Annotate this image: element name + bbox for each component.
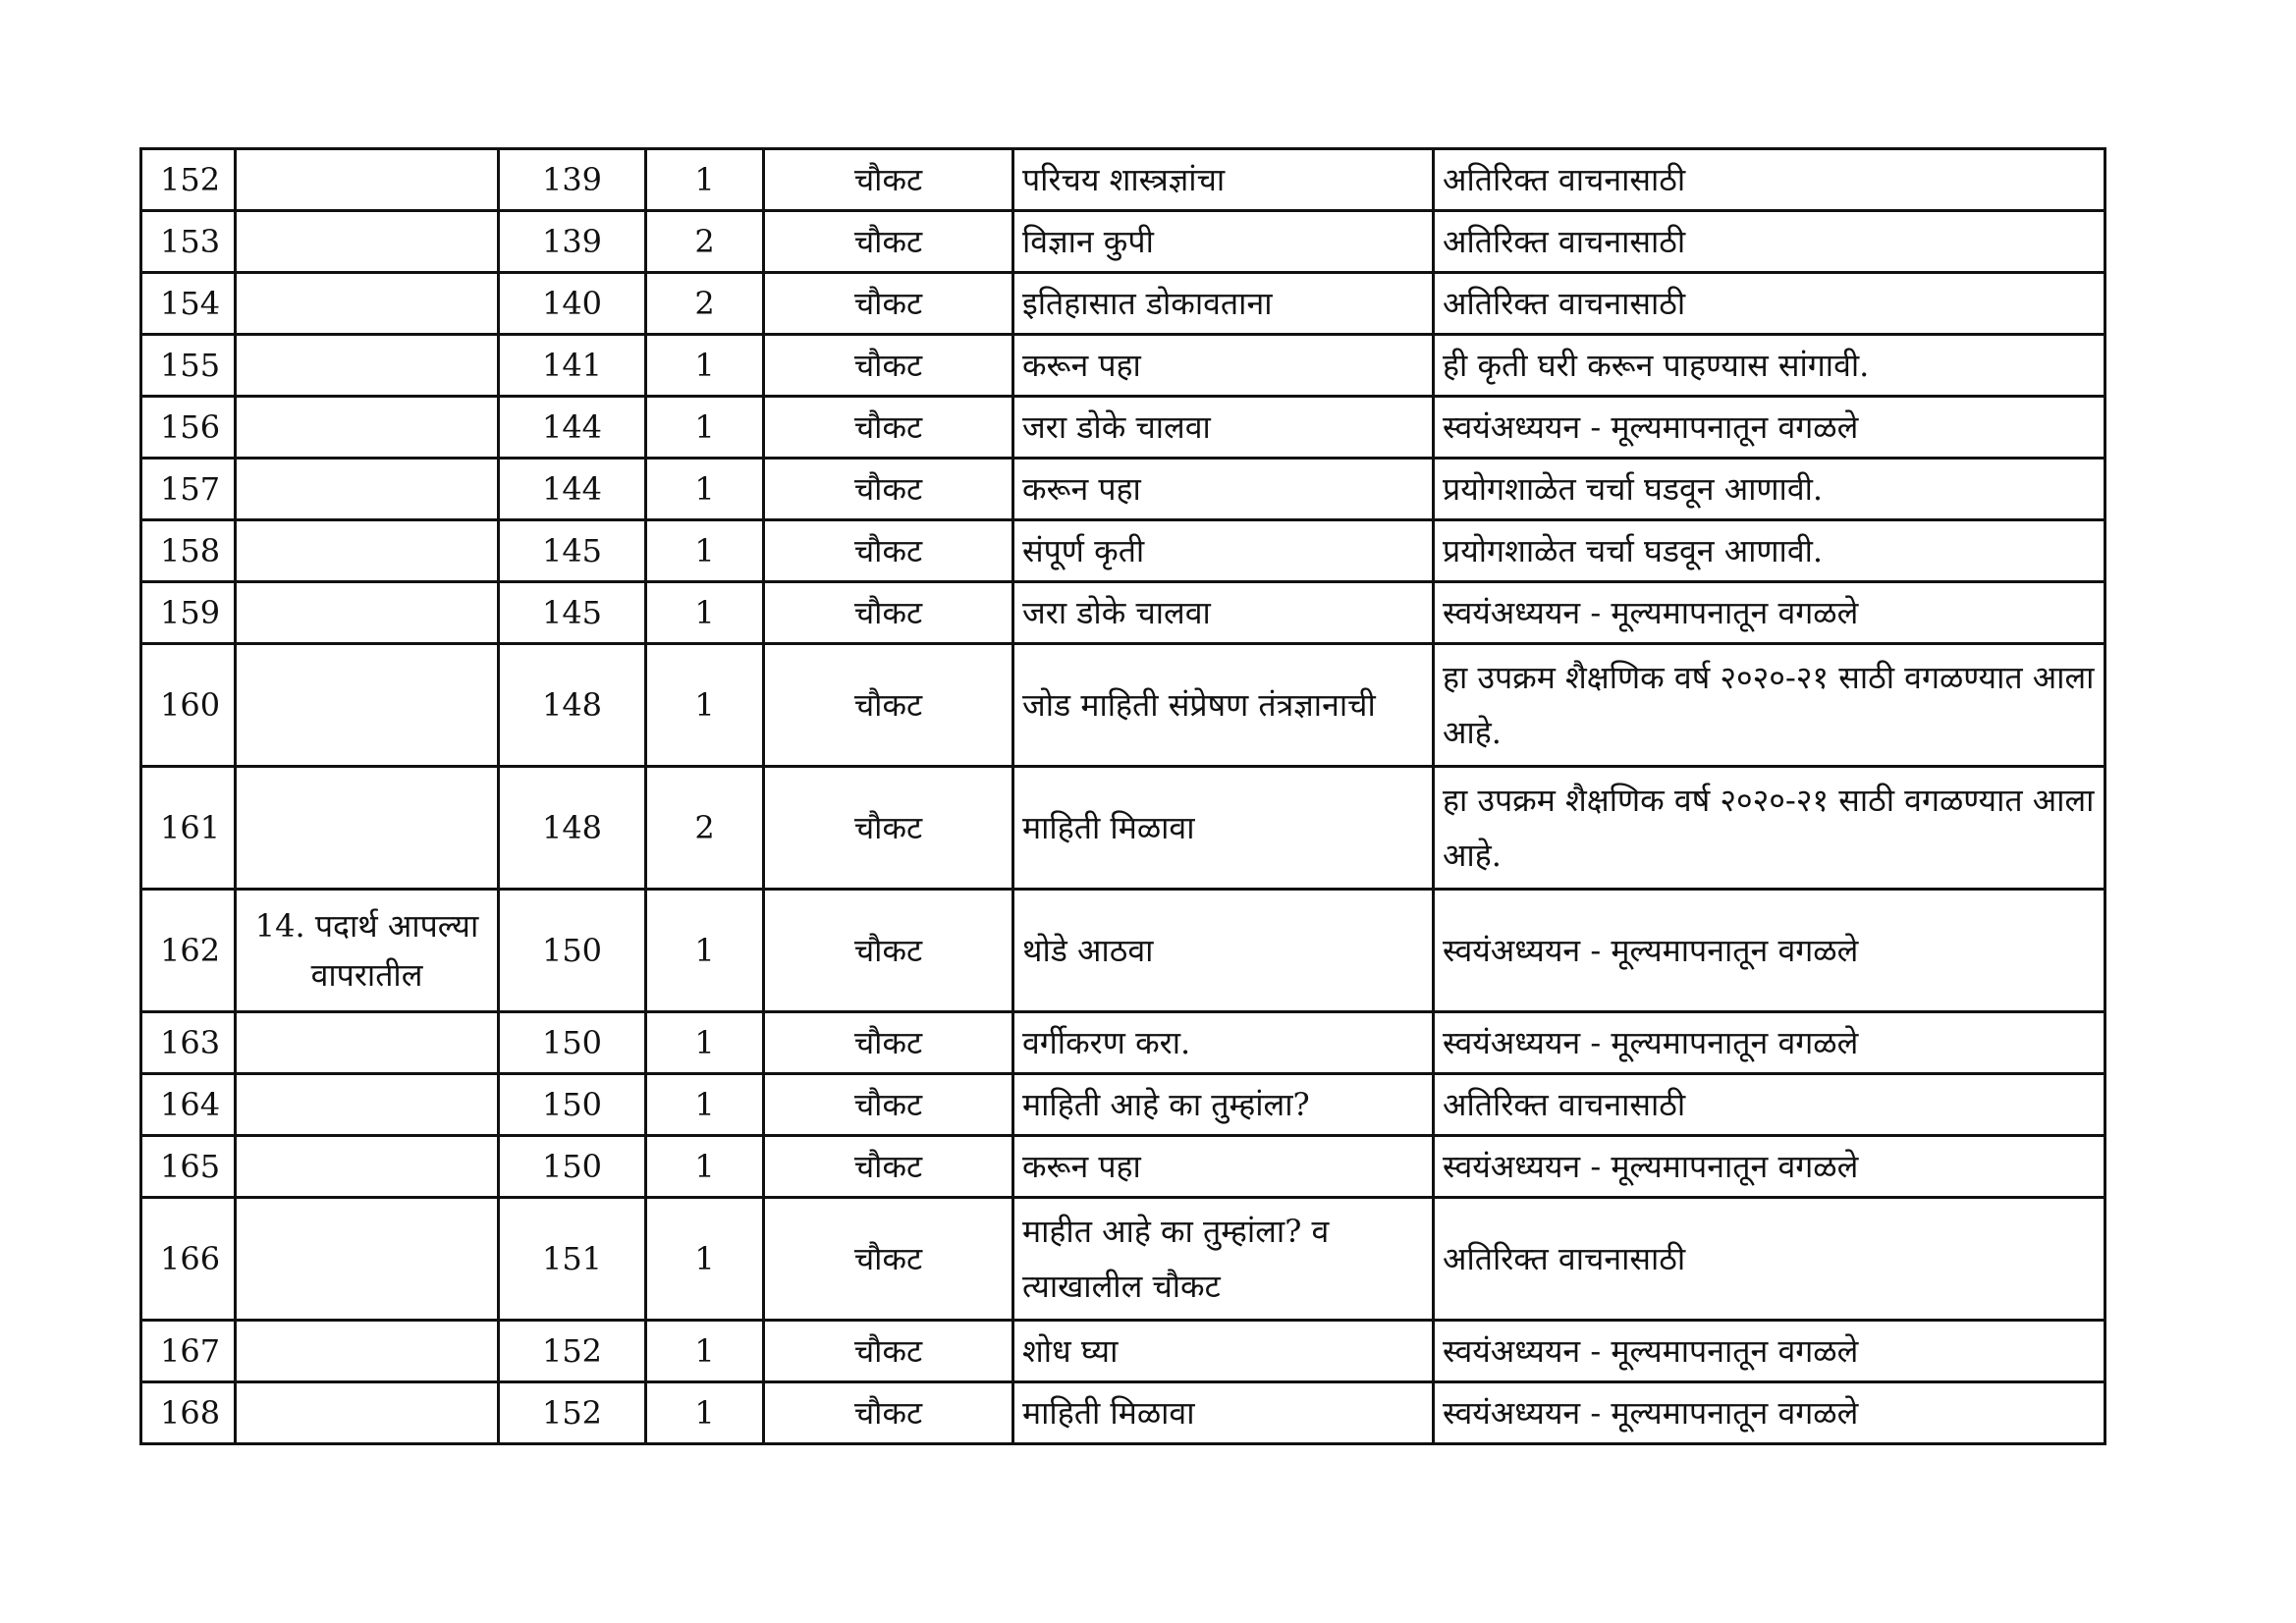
title-cell: इतिहासात डोकावताना xyxy=(1013,273,1434,335)
title-cell: करून पहा xyxy=(1013,1136,1434,1198)
chapter-cell xyxy=(236,459,499,520)
type-cell: चौकट xyxy=(764,459,1013,520)
type-cell: चौकट xyxy=(764,397,1013,459)
count-cell: 1 xyxy=(646,1074,764,1136)
chapter-cell xyxy=(236,767,499,890)
title-cell: जरा डोके चालवा xyxy=(1013,397,1434,459)
title-cell: वर्गीकरण करा. xyxy=(1013,1012,1434,1074)
serial-cell: 168 xyxy=(141,1382,236,1444)
chapter-cell xyxy=(236,1074,499,1136)
chapter-cell xyxy=(236,273,499,335)
remark-cell: प्रयोगशाळेत चर्चा घडवून आणावी. xyxy=(1434,459,2105,520)
page-cell: 145 xyxy=(499,520,646,582)
title-cell: जोड माहिती संप्रेषण तंत्रज्ञानाची xyxy=(1013,644,1434,767)
type-cell: चौकट xyxy=(764,644,1013,767)
page-cell: 150 xyxy=(499,1074,646,1136)
serial-cell: 161 xyxy=(141,767,236,890)
count-cell: 1 xyxy=(646,149,764,211)
page-cell: 140 xyxy=(499,273,646,335)
title-cell: माहिती आहे का तुम्हांला? xyxy=(1013,1074,1434,1136)
serial-cell: 153 xyxy=(141,211,236,273)
page-cell: 141 xyxy=(499,335,646,397)
type-cell: चौकट xyxy=(764,1382,1013,1444)
page-cell: 139 xyxy=(499,211,646,273)
page-cell: 148 xyxy=(499,644,646,767)
table-row xyxy=(141,273,2105,335)
chapter-cell xyxy=(236,1136,499,1198)
type-cell: चौकट xyxy=(764,211,1013,273)
title-cell: माहीत आहे का तुम्हांला? व त्याखालील चौकट xyxy=(1013,1198,1434,1321)
table-row xyxy=(141,644,2105,767)
count-cell: 1 xyxy=(646,890,764,1012)
table-row xyxy=(141,1382,2105,1444)
chapter-cell xyxy=(236,335,499,397)
type-cell: चौकट xyxy=(764,767,1013,890)
title-cell: जरा डोके चालवा xyxy=(1013,582,1434,644)
table-row xyxy=(141,767,2105,890)
table-row xyxy=(141,1012,2105,1074)
chapter-cell xyxy=(236,582,499,644)
table-row xyxy=(141,1198,2105,1321)
chapter-cell: 14. पदार्थ आपल्या वापरातील xyxy=(236,890,499,1012)
table-row xyxy=(141,335,2105,397)
remark-cell: स्वयंअध्ययन - मूल्यमापनातून वगळले xyxy=(1434,582,2105,644)
table-row xyxy=(141,149,2105,211)
serial-cell: 156 xyxy=(141,397,236,459)
count-cell: 2 xyxy=(646,767,764,890)
chapter-cell xyxy=(236,1012,499,1074)
page-cell: 150 xyxy=(499,1136,646,1198)
title-cell: विज्ञान कुपी xyxy=(1013,211,1434,273)
remark-cell: स्वयंअध्ययन - मूल्यमापनातून वगळले xyxy=(1434,1136,2105,1198)
title-cell: परिचय शास्त्रज्ञांचा xyxy=(1013,149,1434,211)
title-cell: करून पहा xyxy=(1013,459,1434,520)
chapter-cell xyxy=(236,1321,499,1382)
table-row xyxy=(141,1136,2105,1198)
page-cell: 150 xyxy=(499,890,646,1012)
chapter-cell xyxy=(236,1382,499,1444)
chapter-cell xyxy=(236,397,499,459)
table-body xyxy=(141,149,2105,1444)
remark-cell: प्रयोगशाळेत चर्चा घडवून आणावी. xyxy=(1434,520,2105,582)
serial-cell: 163 xyxy=(141,1012,236,1074)
count-cell: 1 xyxy=(646,1136,764,1198)
count-cell: 1 xyxy=(646,1382,764,1444)
type-cell: चौकट xyxy=(764,1074,1013,1136)
type-cell: चौकट xyxy=(764,520,1013,582)
remark-cell: अतिरिक्त वाचनासाठी xyxy=(1434,1198,2105,1321)
page-cell: 151 xyxy=(499,1198,646,1321)
type-cell: चौकट xyxy=(764,1012,1013,1074)
remark-cell: स्वयंअध्ययन - मूल्यमापनातून वगळले xyxy=(1434,1012,2105,1074)
table-row xyxy=(141,397,2105,459)
remark-cell: हा उपक्रम शैक्षणिक वर्ष २०२०-२१ साठी वगळण्यात आला आहे. xyxy=(1434,767,2105,890)
table-row xyxy=(141,582,2105,644)
title-cell: करून पहा xyxy=(1013,335,1434,397)
syllabus-reduction-table xyxy=(139,147,2106,1445)
page-cell: 148 xyxy=(499,767,646,890)
count-cell: 1 xyxy=(646,644,764,767)
table-row xyxy=(141,211,2105,273)
serial-cell: 158 xyxy=(141,520,236,582)
remark-cell: स्वयंअध्ययन - मूल्यमापनातून वगळले xyxy=(1434,397,2105,459)
page-cell: 139 xyxy=(499,149,646,211)
type-cell: चौकट xyxy=(764,1136,1013,1198)
title-cell: संपूर्ण कृती xyxy=(1013,520,1434,582)
page-cell: 144 xyxy=(499,459,646,520)
count-cell: 1 xyxy=(646,335,764,397)
serial-cell: 166 xyxy=(141,1198,236,1321)
remark-cell: अतिरिक्त वाचनासाठी xyxy=(1434,149,2105,211)
chapter-cell xyxy=(236,149,499,211)
type-cell: चौकट xyxy=(764,1198,1013,1321)
count-cell: 1 xyxy=(646,1321,764,1382)
chapter-cell xyxy=(236,520,499,582)
page-cell: 150 xyxy=(499,1012,646,1074)
type-cell: चौकट xyxy=(764,890,1013,1012)
count-cell: 1 xyxy=(646,1198,764,1321)
serial-cell: 167 xyxy=(141,1321,236,1382)
remark-cell: अतिरिक्त वाचनासाठी xyxy=(1434,211,2105,273)
serial-cell: 152 xyxy=(141,149,236,211)
remark-cell: स्वयंअध्ययन - मूल्यमापनातून वगळले xyxy=(1434,890,2105,1012)
remark-cell: स्वयंअध्ययन - मूल्यमापनातून वगळले xyxy=(1434,1321,2105,1382)
count-cell: 1 xyxy=(646,397,764,459)
count-cell: 2 xyxy=(646,211,764,273)
chapter-cell xyxy=(236,644,499,767)
remark-cell: स्वयंअध्ययन - मूल्यमापनातून वगळले xyxy=(1434,1382,2105,1444)
serial-cell: 165 xyxy=(141,1136,236,1198)
table-row xyxy=(141,459,2105,520)
count-cell: 1 xyxy=(646,582,764,644)
count-cell: 1 xyxy=(646,1012,764,1074)
page-cell: 152 xyxy=(499,1321,646,1382)
serial-cell: 154 xyxy=(141,273,236,335)
serial-cell: 159 xyxy=(141,582,236,644)
table-row xyxy=(141,1074,2105,1136)
count-cell: 1 xyxy=(646,459,764,520)
page-cell: 145 xyxy=(499,582,646,644)
serial-cell: 164 xyxy=(141,1074,236,1136)
count-cell: 2 xyxy=(646,273,764,335)
title-cell: थोडे आठवा xyxy=(1013,890,1434,1012)
remark-cell: हा उपक्रम शैक्षणिक वर्ष २०२०-२१ साठी वगळण्यात आला आहे. xyxy=(1434,644,2105,767)
page-cell: 144 xyxy=(499,397,646,459)
type-cell: चौकट xyxy=(764,273,1013,335)
chapter-cell xyxy=(236,1198,499,1321)
title-cell: शोध घ्या xyxy=(1013,1321,1434,1382)
table-row xyxy=(141,890,2105,1012)
count-cell: 1 xyxy=(646,520,764,582)
serial-cell: 155 xyxy=(141,335,236,397)
serial-cell: 160 xyxy=(141,644,236,767)
serial-cell: 157 xyxy=(141,459,236,520)
chapter-cell xyxy=(236,211,499,273)
page-cell: 152 xyxy=(499,1382,646,1444)
remark-cell: अतिरिक्त वाचनासाठी xyxy=(1434,1074,2105,1136)
table-row xyxy=(141,1321,2105,1382)
table-row xyxy=(141,520,2105,582)
remark-cell: ही कृती घरी करून पाहण्यास सांगावी. xyxy=(1434,335,2105,397)
type-cell: चौकट xyxy=(764,149,1013,211)
title-cell: माहिती मिळावा xyxy=(1013,1382,1434,1444)
serial-cell: 162 xyxy=(141,890,236,1012)
title-cell: माहिती मिळावा xyxy=(1013,767,1434,890)
type-cell: चौकट xyxy=(764,335,1013,397)
type-cell: चौकट xyxy=(764,582,1013,644)
type-cell: चौकट xyxy=(764,1321,1013,1382)
remark-cell: अतिरिक्त वाचनासाठी xyxy=(1434,273,2105,335)
